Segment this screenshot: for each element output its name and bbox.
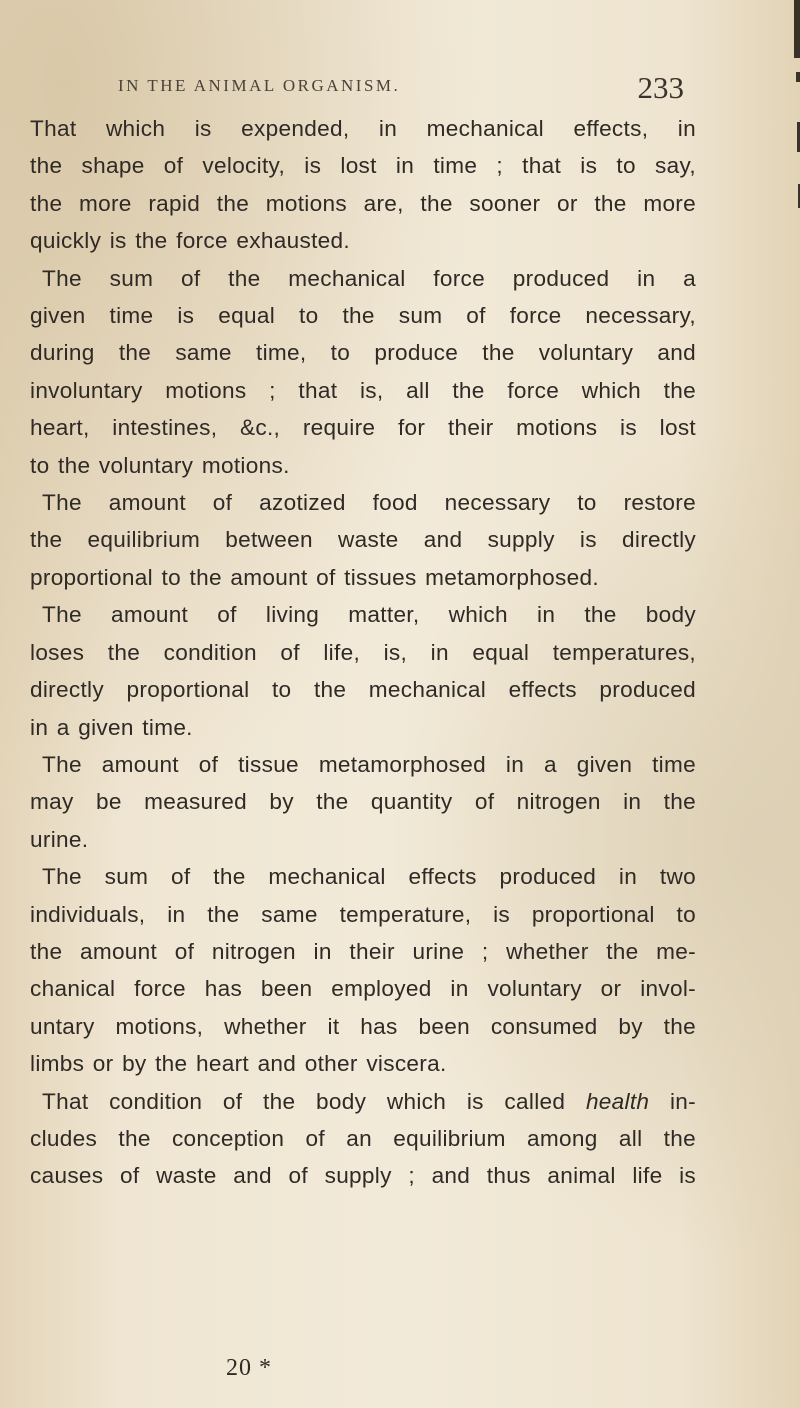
text-line-with-italic: [30, 1083, 696, 1120]
italic-word: health: [585, 1088, 650, 1114]
text-line: The amount of living matter, which in the body: [42, 602, 696, 628]
text-line: The sum of the mechanical force produced in a: [42, 265, 696, 291]
text-line: during the same time, to produce the voluntary and: [30, 340, 696, 366]
text-line: chanical force has been employed in voluntary or invol-: [30, 976, 696, 1002]
text-line: the amount of nitrogen in their urine ; whether the me-: [30, 938, 696, 964]
text-line: urine.: [30, 826, 89, 852]
text-segment: in-: [649, 1088, 696, 1114]
page-header: [92, 68, 684, 112]
text-line: quickly is the force exhausted.: [30, 228, 350, 254]
running-head: IN THE ANIMAL ORGANISM.: [118, 76, 401, 95]
text-line: the shape of velocity, is lost in time ; that is to say,: [30, 153, 696, 179]
text-line: the equilibrium between waste and supply is directly: [30, 527, 696, 553]
text-line: may be measured by the quantity of nitrogen in the: [30, 789, 696, 815]
text-line: cludes the conception of an equilibrium among all the: [30, 1125, 696, 1151]
text-line: loses the condition of life, is, in equal temperatures,: [30, 639, 696, 665]
text-line: The amount of tissue metamorphosed in a given time: [42, 751, 696, 777]
page-edge-mark: [794, 0, 800, 58]
text-line: causes of waste and of supply ; and thus animal life is: [30, 1163, 696, 1189]
text-line: involuntary motions ; that is, all the force which the: [30, 377, 696, 403]
text-line: untary motions, whether it has been consumed by the: [30, 1013, 696, 1039]
text-line: directly proportional to the mechanical effects produced: [30, 677, 696, 703]
body-text: [30, 110, 696, 1195]
text-line: proportional to the amount of tissues metamorphosed.: [30, 564, 599, 590]
text-line: The sum of the mechanical effects produced in two: [42, 864, 696, 890]
text-line: limbs or by the heart and other viscera.: [30, 1051, 447, 1077]
text-line: in a given time.: [30, 714, 193, 740]
text-line: heart, intestines, &c., require for their motions is lost: [30, 415, 696, 441]
text-line: to the voluntary motions.: [30, 452, 290, 478]
page-edge-mark: [796, 72, 800, 82]
text-line: individuals, in the same temperature, is proportional to: [30, 901, 696, 927]
text-segment: That condition of the body which is called: [42, 1088, 586, 1114]
text-line: given time is equal to the sum of force necessary,: [30, 303, 696, 329]
signature-mark: 20 *: [226, 1355, 272, 1381]
page-number: 233: [637, 70, 684, 105]
text-line: the more rapid the motions are, the sooner or the more: [30, 190, 696, 216]
text-line: The amount of azotized food necessary to restore: [42, 490, 696, 516]
text-line: That which is expended, in mechanical effects, in: [30, 116, 696, 141]
